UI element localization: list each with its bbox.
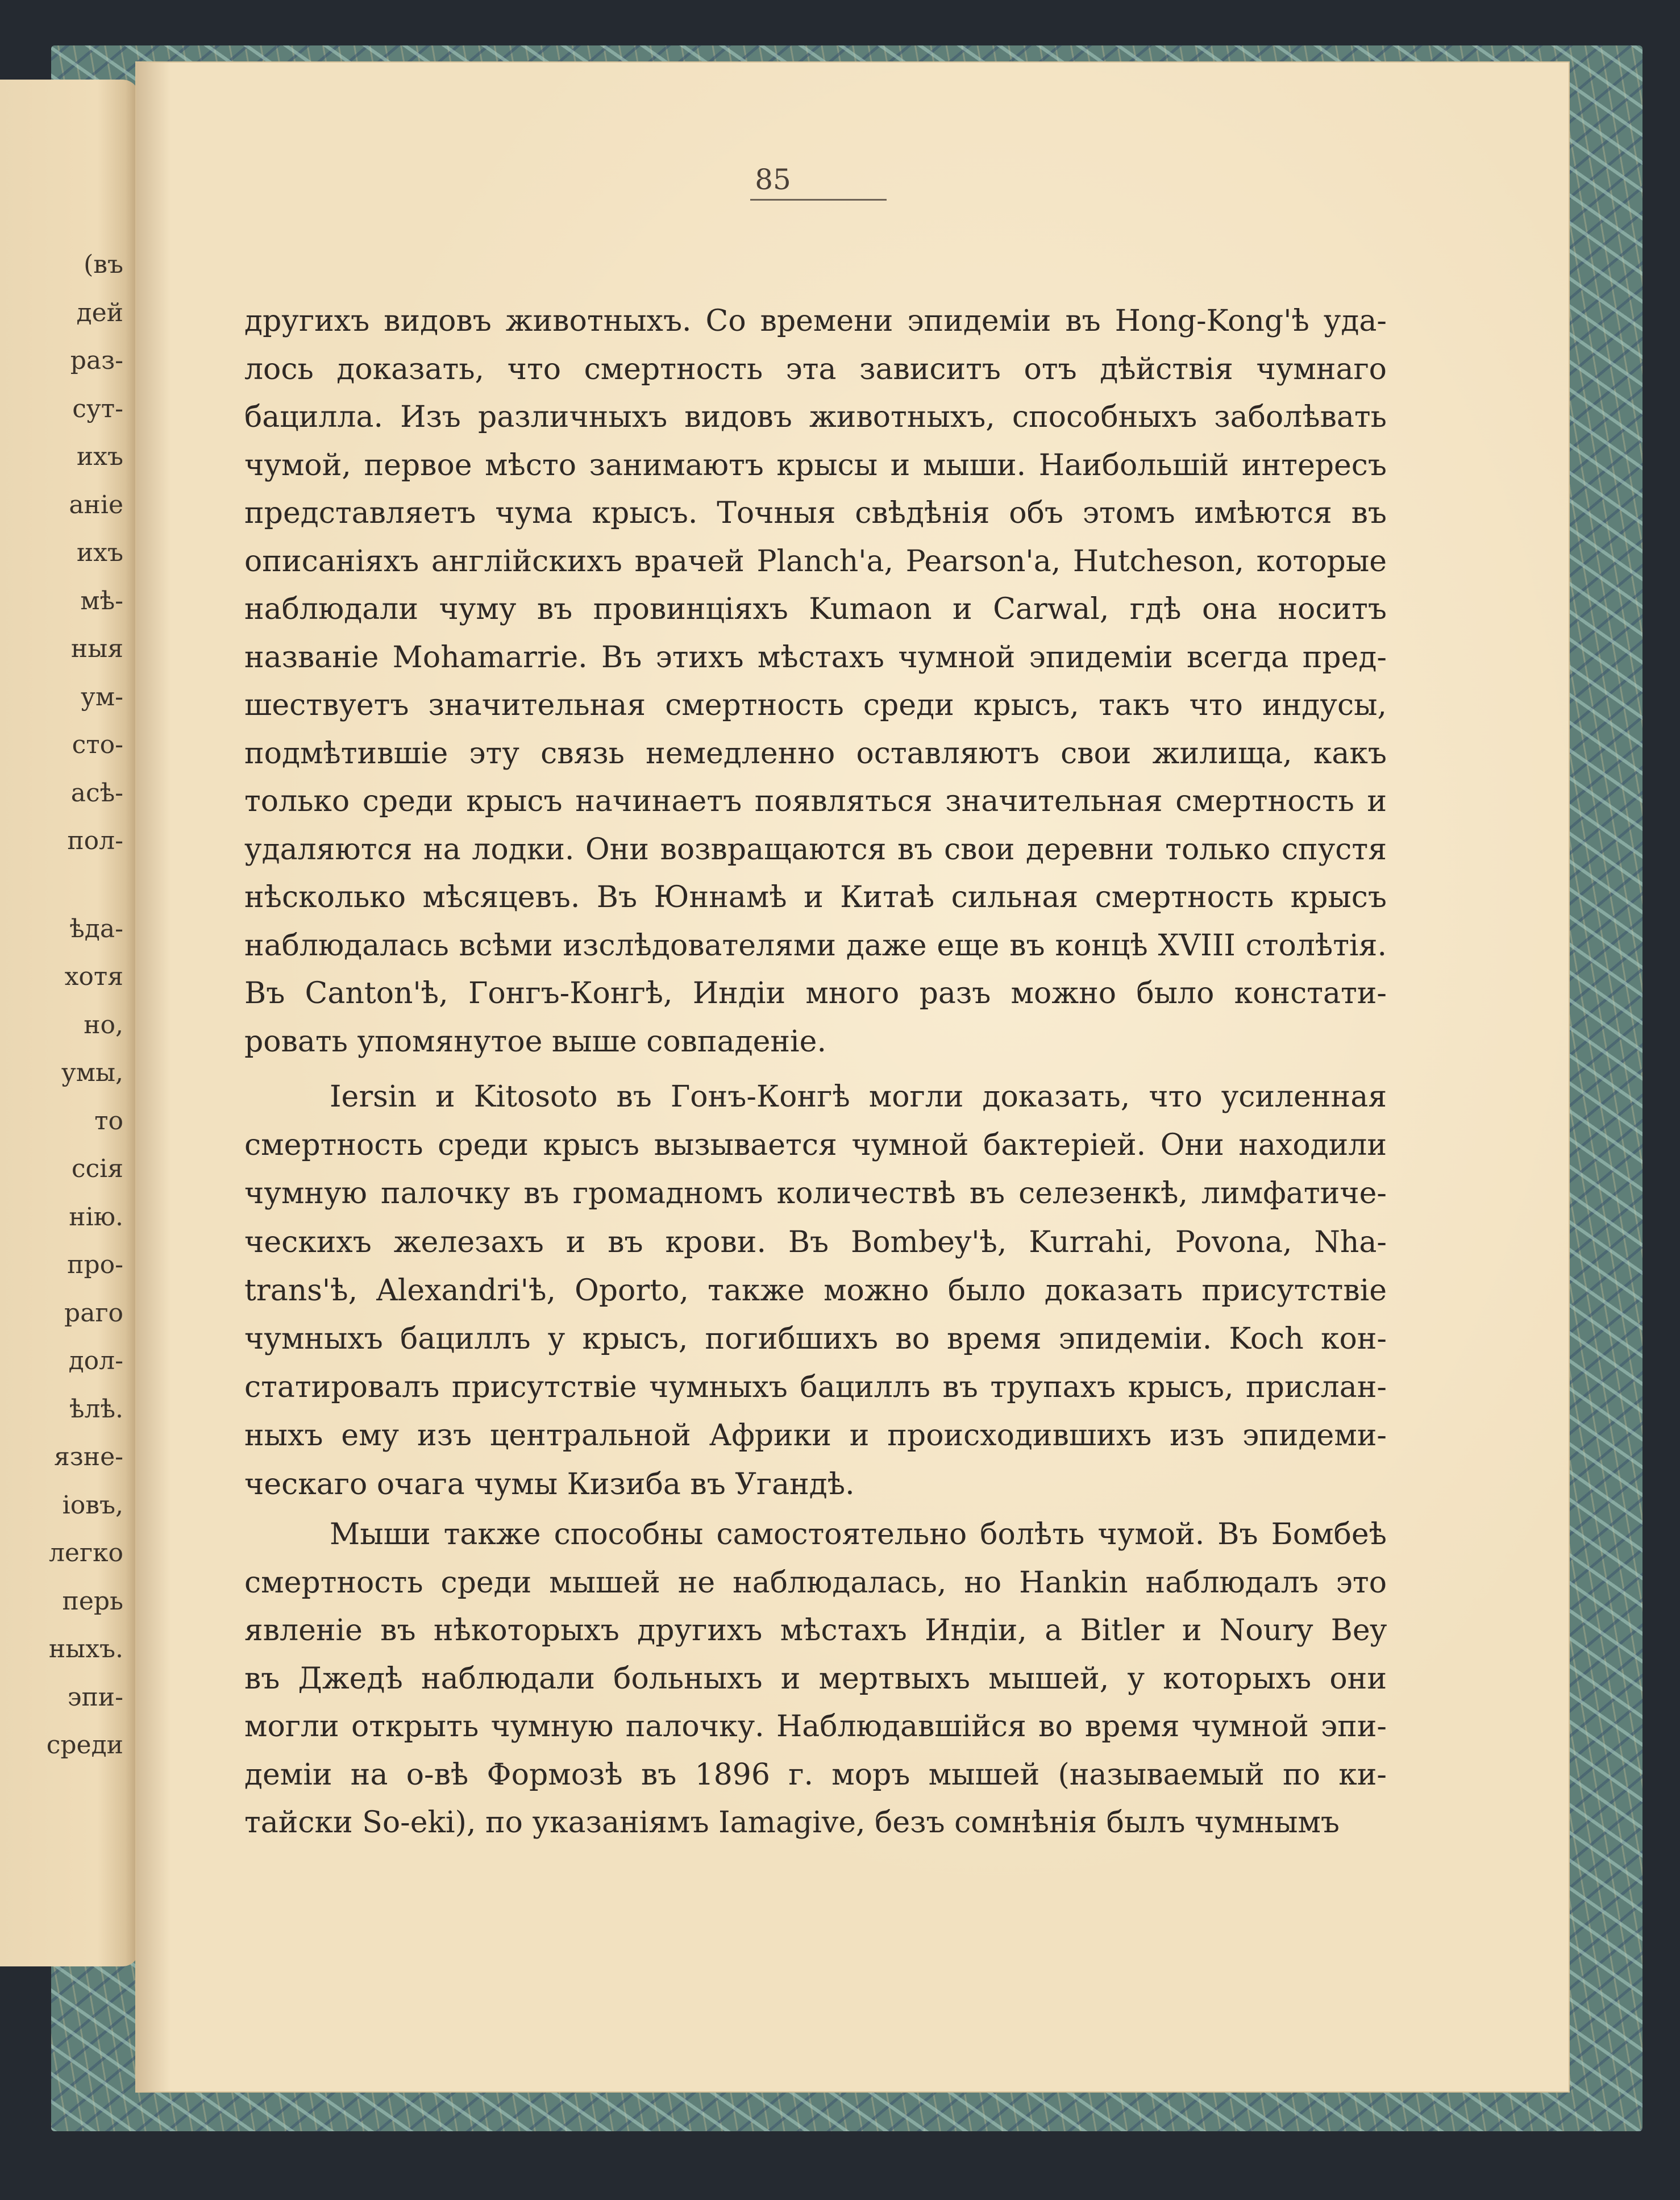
facing-page-fragment: (въ	[84, 250, 123, 279]
facing-page-fragment: дол-	[68, 1346, 123, 1375]
text-line: подмѣтившіе эту связь немедленно оставляютъ свои жилища, какъ	[244, 737, 1387, 771]
text-line: чумную палочку въ громадномъ количествѣ въ селезенкѣ, лимфатиче-	[244, 1176, 1387, 1211]
text-line: названіе Mohamarrie. Въ этихъ мѣстахъ чумной эпидеміи всегда пред-	[244, 641, 1387, 675]
text-line: ровать упомянутое выше совпаденіе.	[244, 1025, 826, 1059]
facing-page-fragment: но,	[84, 1010, 123, 1039]
text-line: Iersin и Kitosoto въ Гонъ-Конгѣ могли доказать, что усиленная	[330, 1080, 1387, 1114]
text-line: лось доказать, что смертность эта зависитъ отъ дѣйствія чумнаго	[244, 352, 1387, 386]
text-line: нѣсколько мѣсяцевъ. Въ Юннамѣ и Китаѣ сильная смертность крысъ	[244, 880, 1387, 914]
facing-page-fragment: хотя	[64, 962, 123, 991]
text-line: ческихъ железахъ и въ крови. Въ Bombey'ѣ, Kurrahi, Povona, Nha-	[244, 1225, 1387, 1259]
facing-page-fragment: дей	[76, 298, 123, 327]
text-line: явленіе въ нѣкоторыхъ другихъ мѣстахъ Индіи, а Bitler и Noury Bey	[244, 1613, 1387, 1648]
text-line: Мыши также способны самостоятельно болѣть чумой. Въ Бомбеѣ	[330, 1517, 1387, 1552]
text-line: статировалъ присутствіе чумныхъ бациллъ въ трупахъ крысъ, прислан-	[244, 1370, 1387, 1404]
facing-page-fragment: язне-	[54, 1442, 123, 1471]
text-line: другихъ видовъ животныхъ. Со времени эпидеміи въ Hong-Kong'ѣ уда-	[244, 304, 1387, 338]
facing-page-fragment: раго	[64, 1299, 123, 1328]
facing-page-fragment: среди	[46, 1731, 123, 1760]
text-line: шествуетъ значительная смертность среди крысъ, такъ что индусы,	[244, 688, 1387, 722]
facing-page-fragment: ѣлѣ.	[69, 1395, 123, 1424]
facing-page-fragment: асѣ-	[70, 779, 123, 808]
facing-page-fragment: умы,	[61, 1058, 123, 1087]
facing-page-fragment: ихъ	[76, 538, 123, 567]
facing-page-fragment: легко	[48, 1538, 123, 1567]
facing-page-fragment: пол-	[67, 826, 123, 855]
facing-page-fragment: ссія	[71, 1154, 123, 1183]
text-line: смертность среди крысъ вызывается чумной бактеріей. Они находили	[244, 1128, 1387, 1162]
facing-page-fragment: ныхъ.	[48, 1635, 123, 1663]
text-line: trans'ѣ, Alexandri'ѣ, Oporto, также можно было доказать присутствіе	[244, 1274, 1387, 1308]
text-line: описаніяхъ англійскихъ врачей Planch'a, Pearson'a, Hutcheson, которые	[244, 544, 1387, 579]
text-line: тайски So-eki), по указаніямъ Iamagive, безъ сомнѣнія былъ чумнымъ	[244, 1806, 1340, 1840]
page-number-rule	[750, 199, 887, 201]
facing-page-fragment: ум-	[81, 683, 123, 712]
text-line: въ Джедѣ наблюдали больныхъ и мертвыхъ мышей, у которыхъ они	[244, 1662, 1387, 1696]
facing-page-fragment: сут-	[72, 394, 123, 423]
facing-page-fragment: перь	[62, 1587, 123, 1616]
facing-page-fragment: сто-	[72, 730, 123, 759]
text-line: наблюдали чуму въ провинціяхъ Kumaon и Carwal, гдѣ она носитъ	[244, 592, 1387, 626]
facing-page-fragment: мѣ-	[80, 587, 123, 615]
text-line: удаляются на лодки. Они возвращаются въ свои деревни только спустя	[244, 833, 1387, 867]
text-line: могли открыть чумную палочку. Наблюдавшійся во время чумной эпи-	[244, 1710, 1387, 1744]
facing-page-fragment: іовъ,	[62, 1491, 123, 1520]
facing-page-fragment: эпи-	[67, 1683, 123, 1712]
facing-page-fragment: раз-	[70, 346, 123, 375]
page-number: 85	[755, 163, 791, 196]
text-line: ческаго очага чумы Кизиба въ Угандѣ.	[244, 1467, 855, 1502]
text-line: деміи на о-вѣ Формозѣ въ 1896 г. моръ мышей (называемый по ки-	[244, 1758, 1387, 1792]
text-line: наблюдалась всѣми изслѣдователями даже еще въ концѣ XVIII столѣтія.	[244, 929, 1387, 963]
facing-page-fragment: то	[94, 1107, 123, 1136]
text-line: чумныхъ бациллъ у крысъ, погибшихъ во время эпидеміи. Koch кон-	[244, 1322, 1387, 1356]
text-line: ныхъ ему изъ центральной Африки и происходившихъ изъ эпидеми-	[244, 1419, 1387, 1453]
text-line: Въ Canton'ѣ, Гонгъ-Конгѣ, Индіи много разъ можно было констати-	[244, 976, 1387, 1010]
facing-page	[0, 80, 139, 1966]
text-line: только среди крысъ начинаетъ появляться значительная смертность и	[244, 784, 1387, 818]
text-line: бацилла. Изъ различныхъ видовъ животныхъ, способныхъ заболѣвать	[244, 400, 1387, 434]
facing-page-fragment: ихъ	[76, 442, 123, 471]
facing-page-fragment: нію.	[69, 1203, 123, 1232]
text-line: чумой, первое мѣсто занимаютъ крысы и мыши. Наибольшій интересъ	[244, 448, 1387, 483]
facing-page-fragment: про-	[67, 1250, 123, 1279]
text-line: смертность среди мышей не наблюдалась, но Hankin наблюдалъ это	[244, 1566, 1387, 1600]
text-line: представляетъ чума крысъ. Точныя свѣдѣнія объ этомъ имѣются въ	[244, 496, 1387, 530]
facing-page-fragment: ѣда-	[69, 914, 123, 943]
facing-page-fragment: ныя	[70, 634, 123, 663]
facing-page-fragment: аніе	[69, 490, 123, 519]
